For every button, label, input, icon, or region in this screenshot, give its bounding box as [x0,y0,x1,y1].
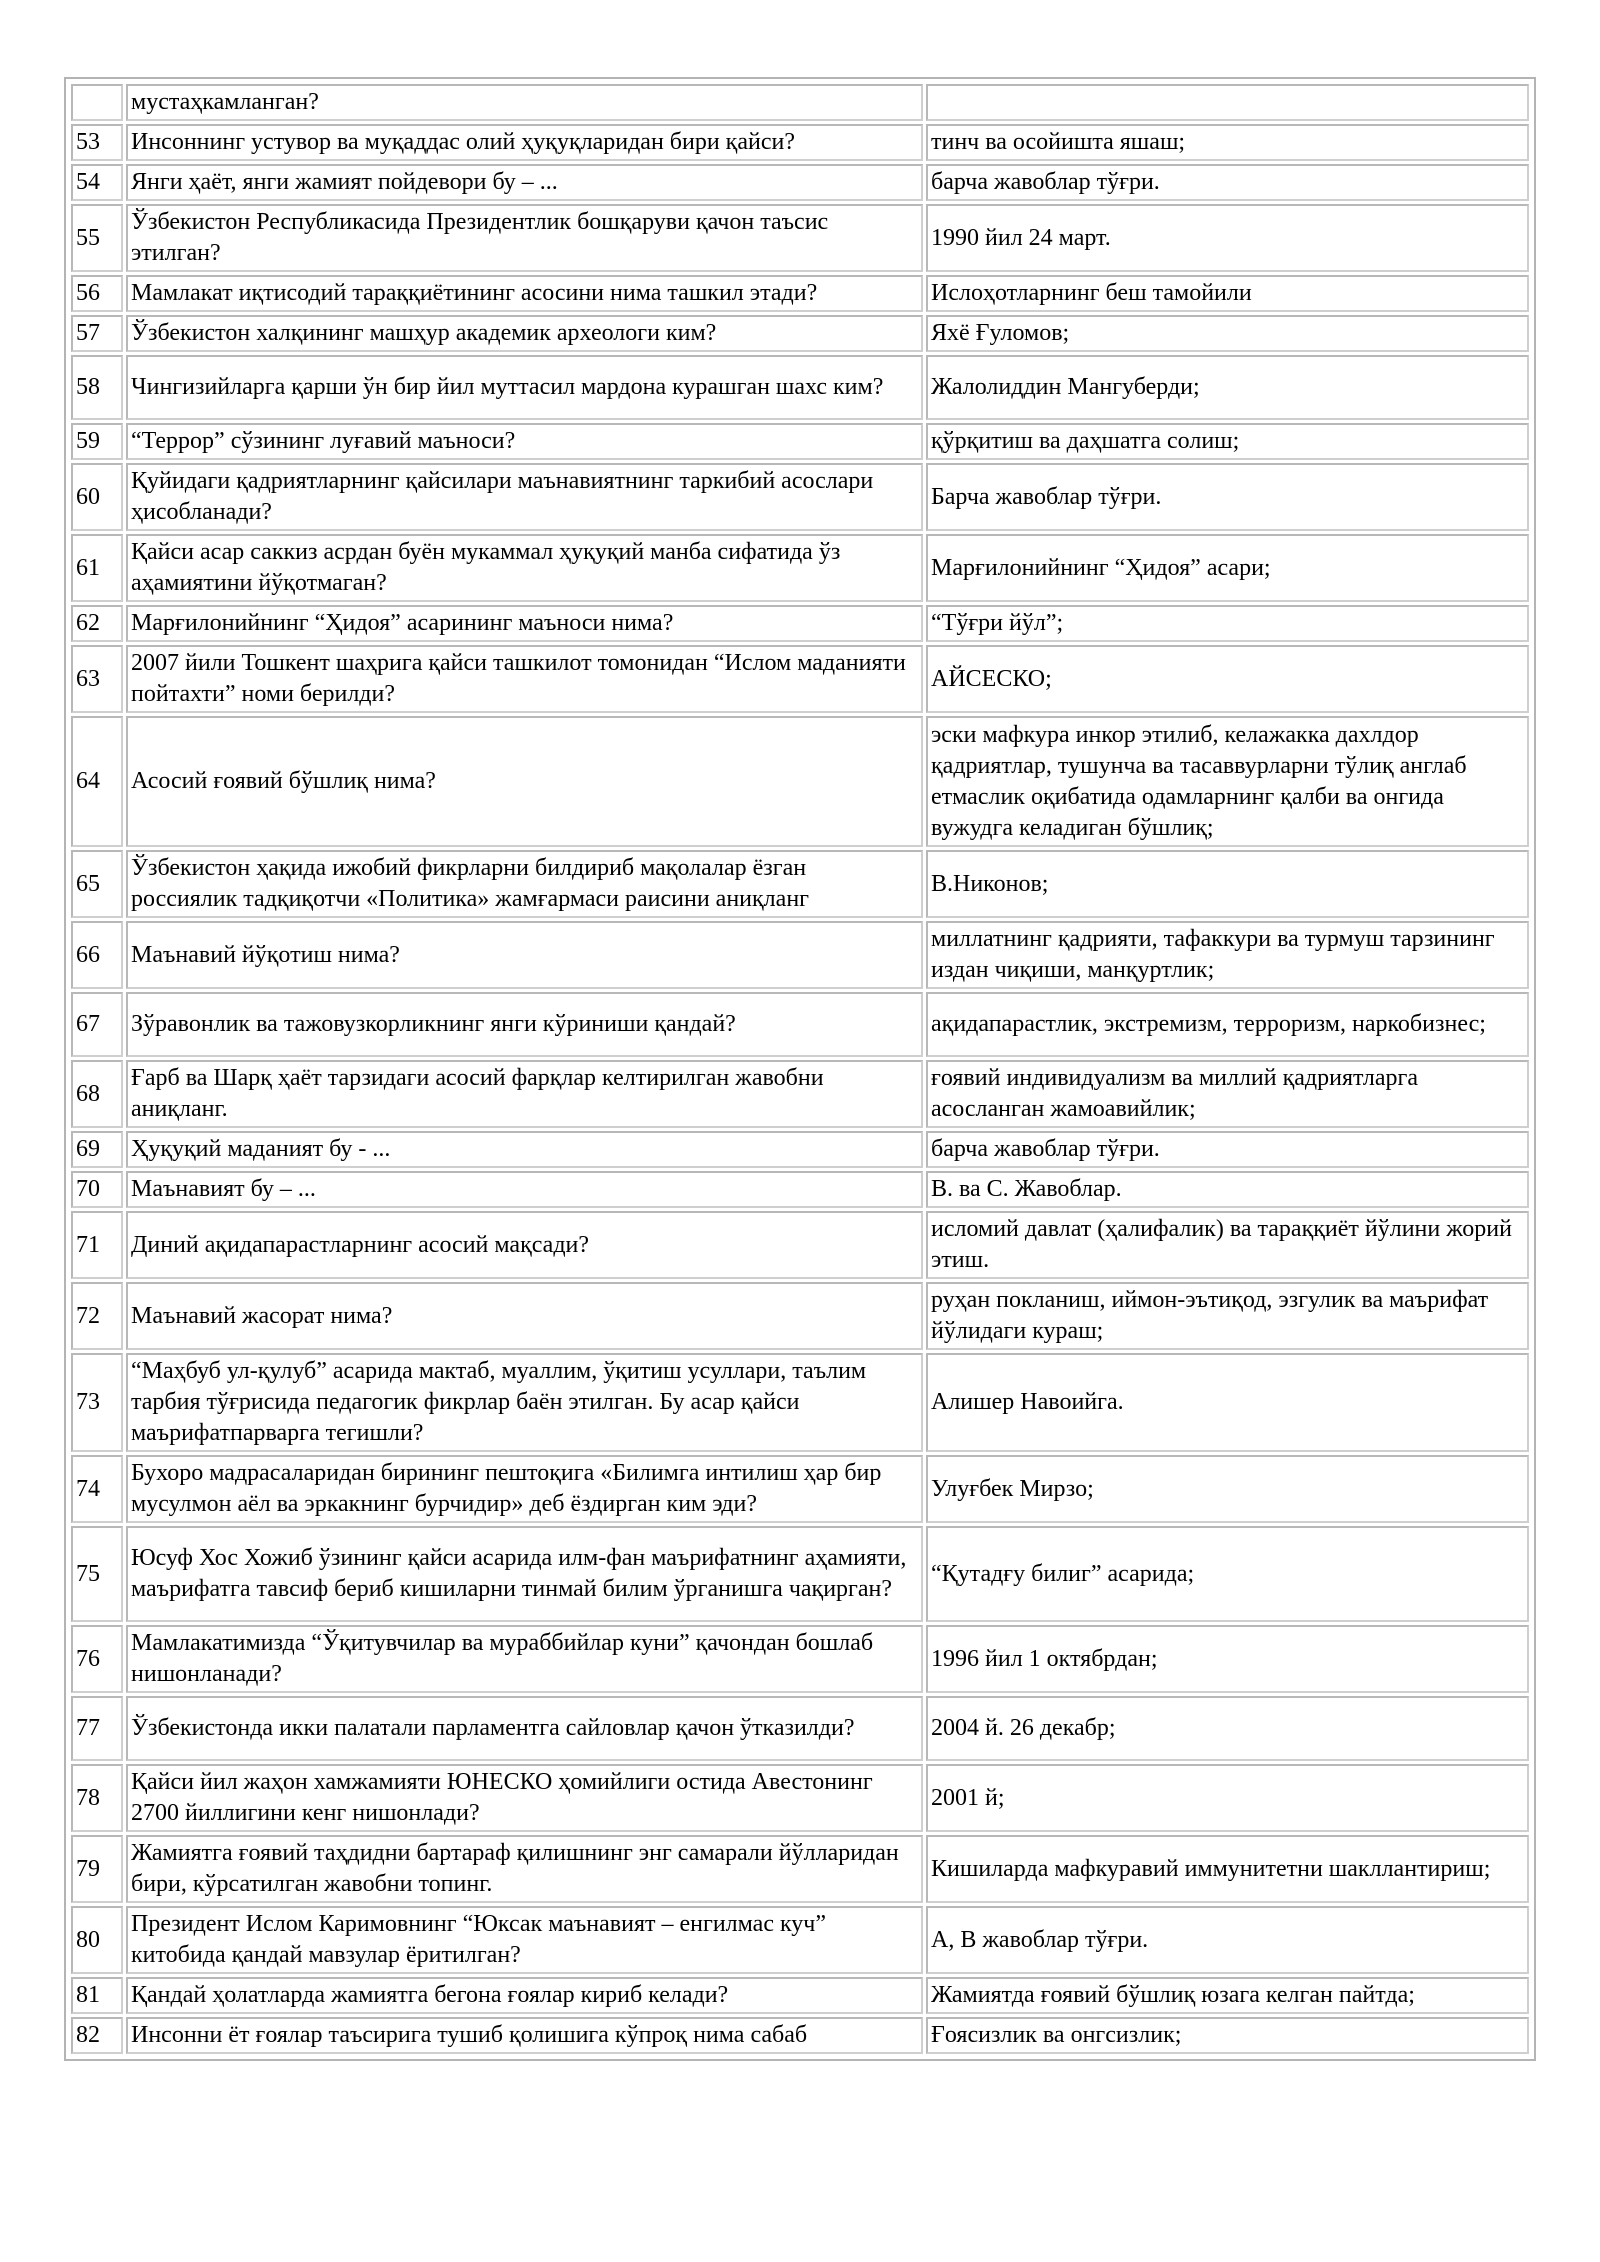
table-row [71,2017,1529,2054]
question-number-cell: 56 [71,275,123,312]
answer-cell: 1996 йил 1 октябрдан; [926,1625,1529,1693]
question-cell: Ўзбекистонда икки палатали парламентга сайловлар қачон ўтказилди? [126,1696,923,1761]
table-row [71,645,1529,713]
table-row [71,1696,1529,1761]
question-number-cell: 61 [71,534,123,602]
answer-cell: эски мафкура инкор этилиб, келажакка дахлдор қадриятлар, тушунча ва тасаввурларни тўлиқ англаб етмаслик оқибатида одамларнинг қалби ва онгида вужудга келадиган бўшлиқ; [926,716,1529,847]
question-cell: “Маҳбуб ул-қулуб” асарида мактаб, муаллим, ўқитиш усуллари, таълим тарбия тўғрисида педагогик фикрлар баён этилган. Бу асар қайси маърифатпарварга тегишли? [126,1353,923,1452]
question-cell: Зўравонлик ва тажовузкорликнинг янги кўриниши қандай? [126,992,923,1057]
question-number-cell: 77 [71,1696,123,1761]
question-cell: Юсуф Хос Хожиб ўзининг қайси асарида илм-фан маърифатнинг аҳамияти, маърифатга тавсиф бериб кишиларни тинмай билим ўрганишга чақирган? [126,1526,923,1622]
table-row [71,1171,1529,1208]
question-cell: Қайси асар саккиз асрдан буён мукаммал ҳуқуқий манба сифатида ўз аҳамиятини йўқотмаган? [126,534,923,602]
table-row [71,605,1529,642]
question-cell: Қандай ҳолатларда жамиятга бегона ғоялар кириб келади? [126,1977,923,2014]
question-number-cell: 72 [71,1282,123,1350]
answer-cell: Улуғбек Мирзо; [926,1455,1529,1523]
question-number-cell: 73 [71,1353,123,1452]
answer-cell: В. ва С. Жавоблар. [926,1171,1529,1208]
question-number-cell: 57 [71,315,123,352]
answer-cell: миллатнинг қадрияти, тафаккури ва турмуш тарзининг издан чиқиши, манқуртлик; [926,921,1529,989]
question-number-cell: 66 [71,921,123,989]
table-row [71,84,1529,121]
answer-cell: қўрқитиш ва даҳшатга солиш; [926,423,1529,460]
question-number-cell: 79 [71,1835,123,1903]
question-cell: Ғарб ва Шарқ ҳаёт тарзидаги асосий фарқлар келтирилган жавобни аниқланг. [126,1060,923,1128]
answer-cell: АЙСЕСКО; [926,645,1529,713]
answer-cell: Жалолиддин Мангуберди; [926,355,1529,420]
question-number-cell: 60 [71,463,123,531]
question-cell: Инсонни ёт ғоялар таъсирига тушиб қолишига кўпроқ нима сабаб [126,2017,923,2054]
question-cell: “Террор” сўзининг луғавий маъноси? [126,423,923,460]
answer-cell: 2001 й; [926,1764,1529,1832]
table-row [71,534,1529,602]
answer-cell: исломий давлат (ҳалифалик) ва тараққиёт йўлини жорий этиш. [926,1211,1529,1279]
question-number-cell: 74 [71,1455,123,1523]
table-row [71,1764,1529,1832]
quiz-table [68,81,1532,2057]
table-row [71,355,1529,420]
answer-cell: Яхё Ғуломов; [926,315,1529,352]
answer-cell: Кишиларда мафкуравий иммунитетни шакллантириш; [926,1835,1529,1903]
answer-cell: В.Никонов; [926,850,1529,918]
table-row [71,1131,1529,1168]
question-number-cell [71,84,123,121]
table-row [71,124,1529,161]
question-number-cell: 58 [71,355,123,420]
question-number-cell: 54 [71,164,123,201]
answer-cell [926,84,1529,121]
table-row [71,315,1529,352]
table-row [71,463,1529,531]
answer-cell: 1990 йил 24 март. [926,204,1529,272]
question-number-cell: 67 [71,992,123,1057]
question-number-cell: 82 [71,2017,123,2054]
question-cell: Асосий ғоявий бўшлиқ нима? [126,716,923,847]
question-number-cell: 71 [71,1211,123,1279]
answer-cell: Жамиятда ғоявий бўшлиқ юзага келган пайтда; [926,1977,1529,2014]
answer-cell: барча жавоблар тўғри. [926,1131,1529,1168]
table-row [71,204,1529,272]
quiz-table-frame [64,77,1536,2061]
question-number-cell: 53 [71,124,123,161]
table-row [71,1835,1529,1903]
question-number-cell: 70 [71,1171,123,1208]
table-row [71,275,1529,312]
question-cell: Қуйидаги қадриятларнинг қайсилари маънавиятнинг таркибий асослари ҳисобланади? [126,463,923,531]
question-cell: Янги ҳаёт, янги жамият пойдевори бу – ... [126,164,923,201]
question-cell: Президент Ислом Каримовнинг “Юксак маънавият – енгилмас куч” китобида қандай мавзулар ёритилган? [126,1906,923,1974]
table-row [71,1526,1529,1622]
answer-cell: барча жавоблар тўғри. [926,164,1529,201]
question-number-cell: 63 [71,645,123,713]
answer-cell: Марғилонийнинг “Ҳидоя” асари; [926,534,1529,602]
question-cell: Мамлакат иқтисодий тараққиётининг асосини нима ташкил этади? [126,275,923,312]
table-row [71,850,1529,918]
question-cell: Жамиятга ғоявий таҳдидни бартараф қилишнинг энг самарали йўлларидан бири, кўрсатилган жавобни топинг. [126,1835,923,1903]
question-number-cell: 62 [71,605,123,642]
table-row [71,1282,1529,1350]
question-cell: Бухоро мадрасаларидан бирининг пештоқига «Билимга интилиш ҳар бир мусулмон аёл ва эркакнинг бурчидир» деб ёздирган ким эди? [126,1455,923,1523]
quiz-table-body [71,84,1529,2054]
table-row [71,1211,1529,1279]
question-number-cell: 68 [71,1060,123,1128]
question-number-cell: 55 [71,204,123,272]
question-number-cell: 75 [71,1526,123,1622]
question-cell: Маънавий жасорат нима? [126,1282,923,1350]
table-row [71,423,1529,460]
table-row [71,716,1529,847]
question-cell: Марғилонийнинг “Ҳидоя” асарининг маъноси нима? [126,605,923,642]
question-cell: Диний ақидапарастларнинг асосий мақсади? [126,1211,923,1279]
answer-cell: Ғоясизлик ва онгсизлик; [926,2017,1529,2054]
answer-cell: ғоявий индивидуализм ва миллий қадриятларга асосланган жамоавийлик; [926,1060,1529,1128]
table-row [71,992,1529,1057]
question-number-cell: 64 [71,716,123,847]
question-number-cell: 59 [71,423,123,460]
question-number-cell: 81 [71,1977,123,2014]
answer-cell: “Тўғри йўл”; [926,605,1529,642]
question-cell: Ўзбекистон халқининг машҳур академик археологи ким? [126,315,923,352]
question-cell: Қайси йил жаҳон хамжамияти ЮНЕСКО ҳомийлиги остида Авестонинг 2700 йиллигини кенг нишонлади? [126,1764,923,1832]
question-cell: Инсоннинг устувор ва муқаддас олий ҳуқуқларидан бири қайси? [126,124,923,161]
answer-cell: Алишер Навоийга. [926,1353,1529,1452]
question-number-cell: 80 [71,1906,123,1974]
table-row [71,921,1529,989]
table-row [71,1455,1529,1523]
answer-cell: руҳан покланиш, иймон-эътиқод, эзгулик ва маърифат йўлидаги кураш; [926,1282,1529,1350]
answer-cell: ақидапарастлик, экстремизм, терроризм, наркобизнес; [926,992,1529,1057]
question-cell: Мамлакатимизда “Ўқитувчилар ва мураббийлар куни” қачондан бошлаб нишонланади? [126,1625,923,1693]
question-number-cell: 69 [71,1131,123,1168]
answer-cell: 2004 й. 26 декабр; [926,1696,1529,1761]
question-number-cell: 76 [71,1625,123,1693]
table-row [71,164,1529,201]
question-cell: Ўзбекистон ҳақида ижобий фикрларни билдириб мақолалар ёзган россиялик тадқиқотчи «Политика» жамғармаси раисини аниқланг [126,850,923,918]
question-cell: Маънавий йўқотиш нима? [126,921,923,989]
question-number-cell: 65 [71,850,123,918]
question-cell: 2007 йили Тошкент шаҳрига қайси ташкилот томонидан “Ислом маданияти пойтахти” номи берилди? [126,645,923,713]
answer-cell: А, В жавоблар тўғри. [926,1906,1529,1974]
answer-cell: тинч ва осойишта яшаш; [926,124,1529,161]
table-row [71,1625,1529,1693]
table-row [71,1906,1529,1974]
question-cell: мустаҳкамланган? [126,84,923,121]
answer-cell: Барча жавоблар тўғри. [926,463,1529,531]
question-cell: Ўзбекистон Республикасида Президентлик бошқаруви қачон таъсис этилган? [126,204,923,272]
table-row [71,1977,1529,2014]
question-cell: Маънавият бу – ... [126,1171,923,1208]
question-cell: Ҳуқуқий маданият бу - ... [126,1131,923,1168]
table-row [71,1060,1529,1128]
answer-cell: Ислоҳотларнинг беш тамойили [926,275,1529,312]
table-row [71,1353,1529,1452]
answer-cell: “Қутадғу билиг” асарида; [926,1526,1529,1622]
question-cell: Чингизийларга қарши ўн бир йил муттасил мардона курашган шахс ким? [126,355,923,420]
question-number-cell: 78 [71,1764,123,1832]
